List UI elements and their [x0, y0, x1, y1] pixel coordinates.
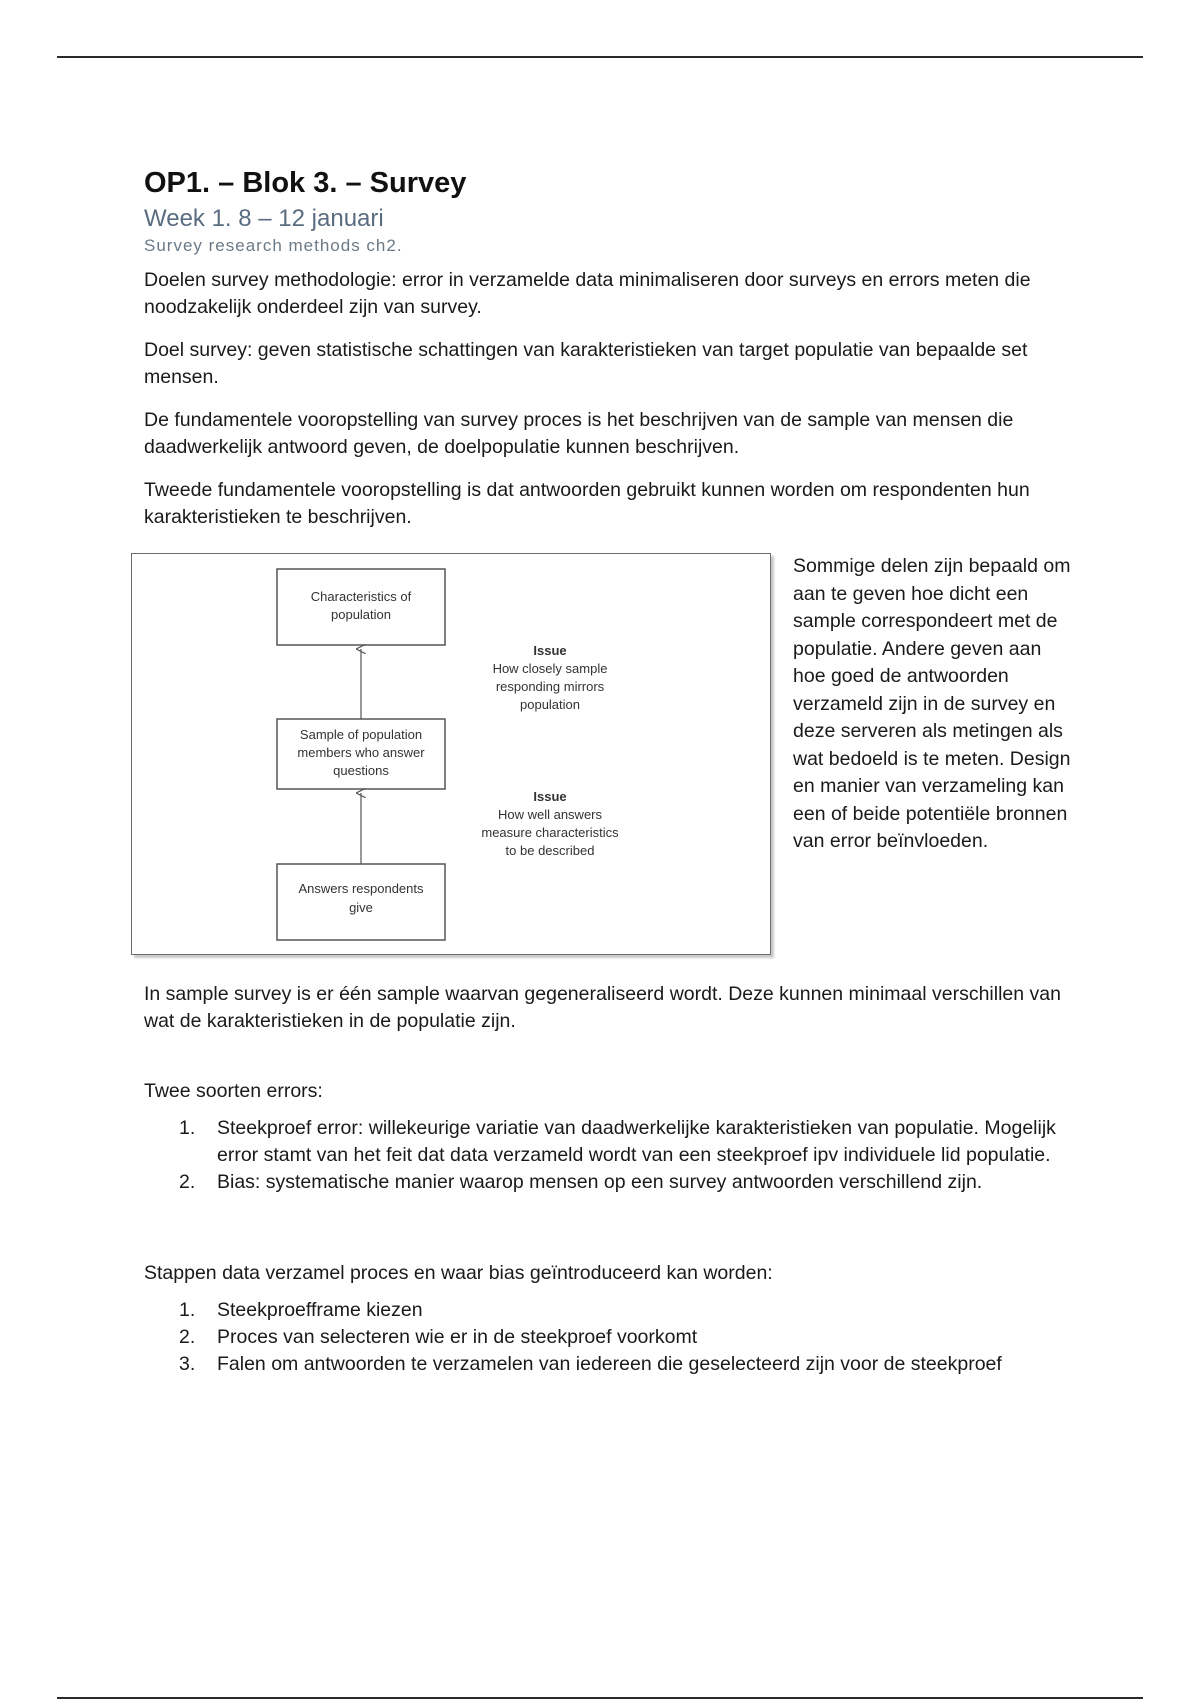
list-item: [144, 1324, 1064, 1351]
diagram-svg: [132, 554, 770, 954]
list-item-number: 2.: [179, 1171, 196, 1193]
box-answers-line-2: give: [349, 900, 373, 915]
errors-heading: Twee soorten errors:: [144, 1080, 323, 1102]
steps-heading: Stappen data verzamel proces en waar bias geïntroduceerd kan worden:: [144, 1262, 773, 1284]
paragraph-second-assumption: Tweede fundamentele vooropstelling is dat antwoorden gebruikt kunnen worden om respondenten hun karakteristieken te beschrijven.: [144, 479, 1030, 528]
list-item-number: 1.: [179, 1299, 196, 1321]
box-sample-line-1: Sample of population: [299, 727, 423, 742]
issue-2-heading: Issue: [533, 789, 567, 804]
issue-2-line-3: to be described: [505, 843, 595, 858]
header-rule: [57, 56, 1143, 58]
page-content: [144, 166, 1071, 1378]
box-characteristics-line-2: population: [331, 607, 391, 622]
list-item: [144, 1169, 1064, 1196]
issue-1-line-1: How closely sample: [492, 661, 608, 676]
list-item-text: Steekproef error: willekeurige variatie van daadwerkelijke karakteristieken van populatie. Mogelijk error stamt van het feit dat data verzameld wordt van een steekproef ipv individuele lid populatie.: [217, 1117, 1056, 1166]
survey-diagram: [131, 553, 771, 955]
figure-side-text: Sommige delen zijn bepaald om aan te geven hoe dicht een sample correspondeert met de populatie. Andere geven aan hoe goed de antwoorden verzameld zijn in de survey en deze serveren als metingen als wat bedoeld is te meten. Design en manier van verzameling kan een of beide potentiële bronnen van error beïnvloeden.: [793, 555, 1071, 852]
paragraph-sample-survey: In sample survey is er één sample waarvan gegeneraliseerd wordt. Deze kunnen minimaal verschillen van wat de karakteristieken in de populatie zijn.: [144, 983, 1061, 1032]
box-sample-line-2: members who answer: [297, 745, 425, 760]
list-item-number: 3.: [179, 1353, 196, 1375]
issue-2-line-1: How well answers: [497, 807, 603, 822]
box-answers-line-1: Answers respondents: [298, 881, 424, 896]
list-item-text: Proces van selecteren wie er in de steekproef voorkomt: [217, 1326, 698, 1348]
issue-1-line-3: population: [520, 697, 580, 712]
figure-row: [144, 553, 1071, 961]
paragraph-survey-goal: Doel survey: geven statistische schattingen van karakteristieken van target populatie van bepaalde set mensen.: [144, 339, 1028, 388]
errors-list: [144, 1115, 1064, 1196]
issue-2-line-2: measure characteristics: [481, 825, 619, 840]
list-item: [144, 1297, 1064, 1324]
list-item-text: Steekproefframe kiezen: [217, 1299, 423, 1321]
list-item-text: Falen om antwoorden te verzamelen van iedereen die geselecteerd zijn voor de steekproef: [217, 1353, 1002, 1375]
page-title: OP1. – Blok 3. – Survey: [144, 167, 467, 199]
box-characteristics-line-1: Characteristics of: [310, 589, 412, 604]
list-item-number: 2.: [179, 1326, 196, 1348]
list-item-text: Bias: systematische manier waarop mensen op een survey antwoorden verschillend zijn.: [217, 1171, 983, 1193]
box-sample-line-3: questions: [333, 763, 389, 778]
list-item: [144, 1351, 1064, 1378]
paragraph-first-assumption: De fundamentele vooropstelling van survey proces is het beschrijven van de sample van mensen die daadwerkelijk antwoord geven, de doelpopulatie kunnen beschrijven.: [144, 409, 1014, 458]
week-subtitle: Week 1. 8 – 12 januari: [144, 205, 384, 232]
issue-1-heading: Issue: [533, 643, 567, 658]
list-item-number: 1.: [179, 1117, 196, 1139]
issue-1-line-2: responding mirrors: [495, 679, 605, 694]
list-item: [144, 1115, 1064, 1169]
source-subtitle: Survey research methods ch2.: [144, 236, 403, 255]
paragraph-goals: Doelen survey methodologie: error in verzamelde data minimaliseren door surveys en errors meten die noodzakelijk onderdeel zijn van survey.: [144, 269, 1031, 318]
footer-rule: [57, 1697, 1143, 1699]
steps-list: [144, 1297, 1064, 1378]
